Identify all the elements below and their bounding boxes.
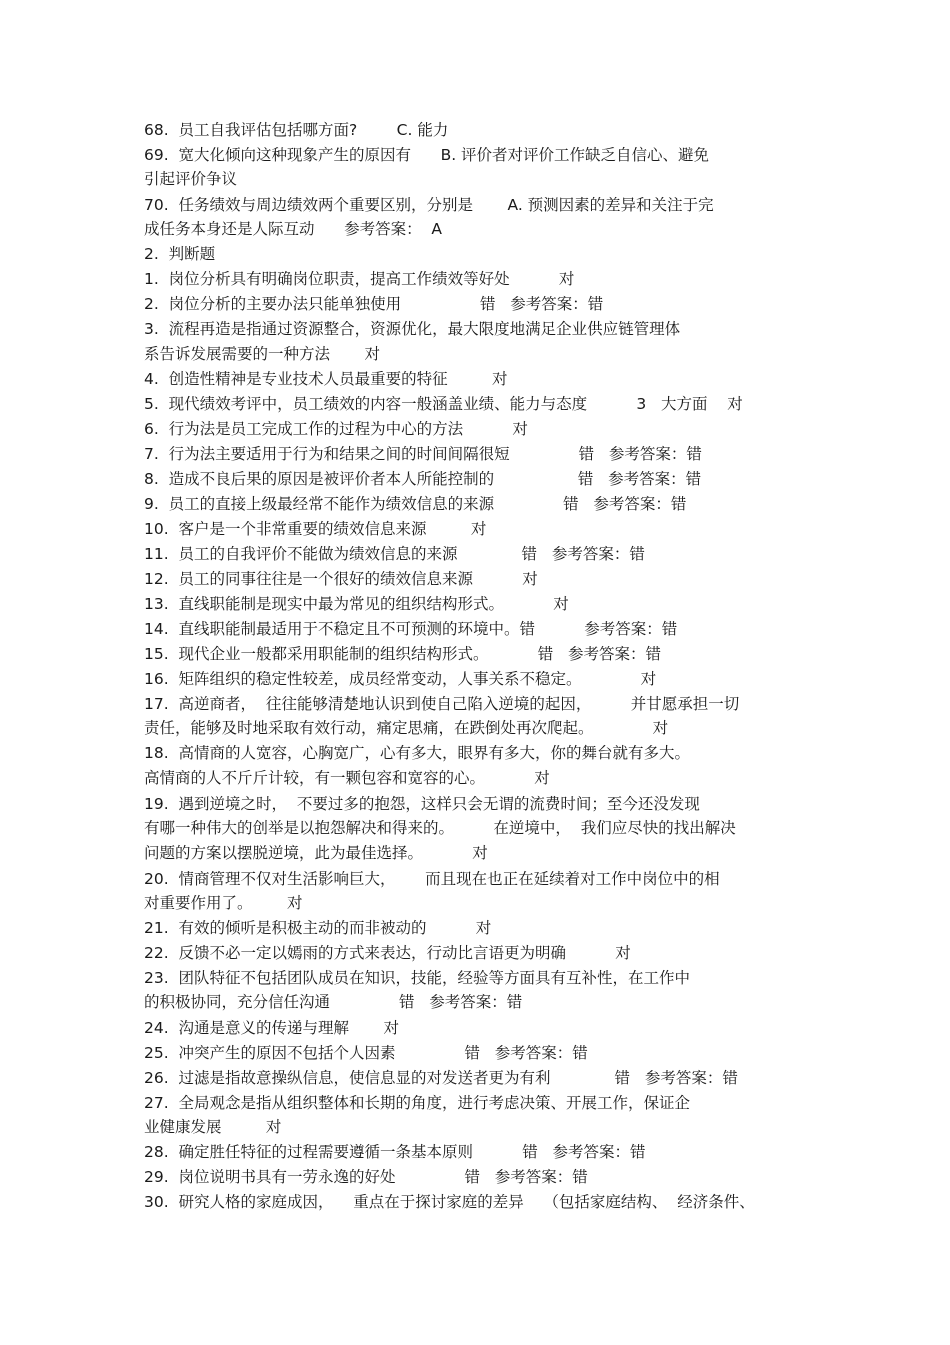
text-line: 19. 遇到逆境之时， 不要过多的抱怨，这样只会无谓的流费时间；至今还没发现 xyxy=(144,795,700,813)
text-line: 8. 造成不良后果的原因是被评价者本人所能控制的 错 参考答案：错 xyxy=(144,470,702,488)
text-line: 业健康发展 对 xyxy=(144,1118,282,1136)
section-heading: 2. 判断题 xyxy=(144,245,216,263)
text-line: 27. 全局观念是指从组织整体和长期的角度，进行考虑决策、开展工作，保证企 xyxy=(144,1094,691,1112)
text-line: 28. 确定胜任特征的过程需要遵循一条基本原则 错 参考答案：错 xyxy=(144,1143,646,1161)
text-line: 22. 反馈不必一定以嫣雨的方式来表达，行动比言语更为明确 对 xyxy=(144,944,631,962)
text-line: 30. 研究人格的家庭成因， 重点在于探讨家庭的差异 （包括家庭结构、 经济条件、 xyxy=(144,1193,755,1211)
text-line: 26. 过滤是指故意操纵信息，使信息显的对发送者更为有利 错 参考答案：错 xyxy=(144,1069,738,1087)
text-line: 的积极协同，充分信任沟通 错 参考答案：错 xyxy=(144,993,523,1011)
text-line: 13. 直线职能制是现实中最为常见的组织结构形式。 对 xyxy=(144,595,569,613)
text-line: 11. 员工的自我评价不能做为绩效信息的来源 错 参考答案：错 xyxy=(144,545,645,563)
text-line: 17. 高逆商者， 往往能够清楚地认识到使自己陷入逆境的起因， 并甘愿承担一切 xyxy=(144,695,740,713)
text-line: 12. 员工的同事往往是一个很好的绩效信息来源 对 xyxy=(144,570,538,588)
text-line: 15. 现代企业一般都采用职能制的组织结构形式。 错 参考答案：错 xyxy=(144,645,662,663)
text-line: 系告诉发展需要的一种方法 对 xyxy=(144,345,380,363)
text-line: 68. 员工自我评估包括哪方面? C. 能力 xyxy=(144,121,449,139)
text-line: 责任，能够及时地采取有效行动，痛定思痛，在跌倒处再次爬起。 对 xyxy=(144,719,669,737)
text-line: 20. 情商管理不仅对生活影响巨大， 而且现在也正在延续着对工作中岗位中的相 xyxy=(144,870,720,888)
text-line: 2. 岗位分析的主要办法只能单独使用 错 参考答案：错 xyxy=(144,295,604,313)
text-line: 3. 流程再造是指通过资源整合，资源优化，最大限度地满足企业供应链管理体 xyxy=(144,320,681,338)
text-line: 1. 岗位分析具有明确岗位职责，提高工作绩效等好处 对 xyxy=(144,270,575,288)
text-line: 成任务本身还是人际互动 参考答案： A xyxy=(144,220,443,238)
text-line: 9. 员工的直接上级最经常不能作为绩效信息的来源 错 参考答案：错 xyxy=(144,495,687,513)
text-line: 引起评价争议 xyxy=(144,170,238,188)
text-line: 5. 现代绩效考评中，员工绩效的内容一般涵盖业绩、能力与态度 3 大方面 对 xyxy=(144,395,743,413)
text-line: 21. 有效的倾听是积极主动的而非被动的 对 xyxy=(144,919,492,937)
text-line: 14. 直线职能制最适用于不稳定且不可预测的环境中。错 参考答案：错 xyxy=(144,620,678,638)
text-line: 25. 冲突产生的原因不包括个人因素 错 参考答案：错 xyxy=(144,1044,588,1062)
text-line: 4. 创造性精神是专业技术人员最重要的特征 对 xyxy=(144,370,508,388)
text-line: 7. 行为法主要适用于行为和结果之间的时间间隔很短 错 参考答案：错 xyxy=(144,445,702,463)
text-line: 6. 行为法是员工完成工作的过程为中心的方法 对 xyxy=(144,420,528,438)
text-line: 18. 高情商的人宽容，心胸宽广，心有多大，眼界有多大，你的舞台就有多大。 xyxy=(144,744,691,762)
text-line: 问题的方案以摆脱逆境，此为最佳选择。 对 xyxy=(144,844,488,862)
text-line: 23. 团队特征不包括团队成员在知识，技能，经验等方面具有互补性，在工作中 xyxy=(144,969,691,987)
text-line: 29. 岗位说明书具有一劳永逸的好处 错 参考答案：错 xyxy=(144,1168,588,1186)
text-line: 高情商的人不斤斤计较，有一颗包容和宽容的心。 对 xyxy=(144,769,550,787)
text-line: 10. 客户是一个非常重要的绩效信息来源 对 xyxy=(144,520,487,538)
text-line: 对重要作用了。 对 xyxy=(144,894,303,912)
text-line: 69. 宽大化倾向这种现象产生的原因有 B. 评价者对评价工作缺乏自信心、避免 xyxy=(144,146,710,164)
text-line: 有哪一种伟大的创举是以抱怨解决和得来的。 在逆境中， 我们应尽快的找出解决 xyxy=(144,819,736,837)
text-line: 24. 沟通是意义的传递与理解 对 xyxy=(144,1019,399,1037)
text-line: 16. 矩阵组织的稳定性较差，成员经常变动，人事关系不稳定。 对 xyxy=(144,670,657,688)
text-line: 70. 任务绩效与周边绩效两个重要区别，分别是 A. 预测因素的差异和关注于完 xyxy=(144,196,714,214)
